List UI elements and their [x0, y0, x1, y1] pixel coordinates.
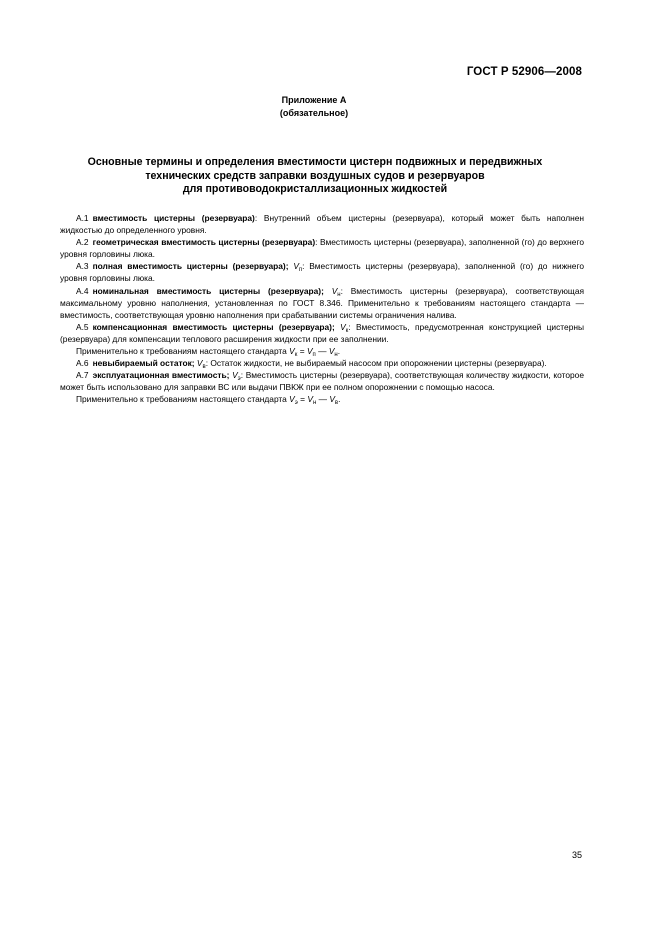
symbol-subscript: п	[298, 267, 303, 274]
term: эксплуатационная вместимость	[92, 370, 227, 381]
formula-end: .	[338, 394, 341, 405]
definition-a3	[60, 260, 584, 284]
formula-minus: —	[315, 346, 329, 357]
term: невыбираемый остаток	[92, 358, 192, 369]
formula-subscript: н	[334, 352, 338, 359]
definitions-body	[60, 212, 584, 406]
clause-number: А.2	[76, 237, 89, 248]
annex-status: (обязательное)	[279, 108, 349, 118]
symbol: V	[196, 358, 203, 369]
definition-text: : Вместимость цистерны (резервуара), соответствующая максимальному уровню наполнения, установленная по ГОСТ 8.346. Применительно к требованиям настоящего стандарта — вместимость, соответствующая уровню наполнения при срабатывании системы ограничения налива.	[60, 285, 585, 320]
formula-intro: Применительно к требованиям настоящего стандарта	[76, 346, 290, 357]
annex-title: Приложение А	[281, 95, 347, 105]
term: компенсационная вместимость цистерны (резервуара)	[92, 321, 332, 332]
term: геометрическая вместимость цистерны (резервуара)	[92, 237, 316, 248]
formula-symbol: V	[289, 346, 295, 357]
definition-text: : Вместимость цистерны (резервуара), заполненной (го) до верхнего уровня горловины люка.	[60, 237, 584, 260]
formula-symbol: V	[328, 346, 335, 357]
definition-text: : Внутренний объем цистерны (резервуара), который может быть наполнен жидкостью до определенного уровня.	[60, 213, 584, 236]
section-title-line-2: технических средств заправки воздушных судов и резервуаров	[145, 169, 485, 182]
term: полная вместимость цистерны (резервуара)	[92, 261, 286, 272]
formula-a5	[60, 345, 584, 357]
formula-equals: =	[297, 346, 307, 357]
term-separator: ;	[321, 285, 332, 296]
formula-minus: —	[316, 394, 330, 405]
formula-subscript: п	[312, 352, 316, 359]
definition-a5	[60, 321, 584, 345]
formula-symbol: V	[329, 394, 335, 405]
clause-number: А.1	[76, 213, 89, 223]
definition-text: : Остаток жидкости, не выбираемый насосом при опорожнении цистерны (резервуара).	[205, 358, 547, 369]
term-separator: ;	[191, 358, 197, 369]
term: вместимость цистерны (резервуара)	[92, 213, 255, 223]
formula-intro: Применительно к требованиям настоящего стандарта	[76, 394, 290, 405]
annex-heading	[0, 94, 628, 120]
formula-symbol: V	[289, 394, 295, 405]
section-title-line-1: Основные термины и определения вместимости цистерн подвижных и передвижных	[87, 156, 543, 168]
symbol: V	[232, 370, 238, 381]
page-number: 35	[571, 850, 582, 860]
symbol-subscript: к	[345, 327, 349, 334]
formula-symbol: V	[306, 346, 313, 357]
definition-a7	[60, 369, 584, 393]
formula-symbol: V	[307, 394, 313, 405]
symbol-subscript: в	[202, 364, 206, 371]
section-title-line-3: для противоводокристаллизационных жидкостей	[182, 183, 448, 195]
symbol: V	[331, 285, 338, 296]
definition-text: : Вместимость цистерны (резервуара), заполненной (го) до нижнего уровня горловины люка.	[60, 261, 584, 284]
clause-number: А.3	[76, 261, 89, 272]
formula-end: .	[337, 346, 341, 357]
clause-number: А.5	[76, 321, 89, 332]
section-title	[60, 156, 570, 197]
term-separator: ;	[331, 321, 341, 332]
definition-text: : Вместимость, предусмотренная конструкцией цистерны (резервуара) для компенсации теплового расширения жидкости при ее заполнении.	[60, 321, 584, 344]
term: номинальная вместимость цистерны (резервуара)	[92, 285, 322, 296]
symbol-subscript: э	[237, 376, 241, 383]
document-code: ГОСТ Р 52906—2008	[466, 66, 582, 78]
definition-text: : Вместимость цистерны (резервуара), соответствующая количеству жидкости, которое может быть использовано для заправки ВС или выдачи ПВКЖ при ее полном опорожнении с помощью насоса.	[60, 370, 584, 393]
formula-subscript: в	[334, 400, 339, 407]
definition-a2	[60, 236, 584, 260]
formula-subscript: к	[294, 352, 298, 359]
symbol: V	[293, 261, 299, 272]
definition-a4	[60, 285, 584, 321]
definition-a1	[60, 212, 584, 236]
clause-number: А.6	[76, 358, 89, 369]
formula-equals: =	[297, 394, 308, 405]
formula-subscript: э	[294, 400, 298, 407]
clause-number: А.4	[76, 285, 89, 296]
symbol-subscript: н	[337, 291, 341, 298]
definition-a6	[60, 357, 584, 369]
symbol: V	[340, 321, 346, 332]
term-separator: ;	[226, 370, 233, 381]
formula-a7	[60, 393, 584, 405]
clause-number: А.7	[76, 370, 89, 381]
term-separator: ;	[285, 261, 294, 272]
formula-subscript: н	[312, 400, 317, 407]
